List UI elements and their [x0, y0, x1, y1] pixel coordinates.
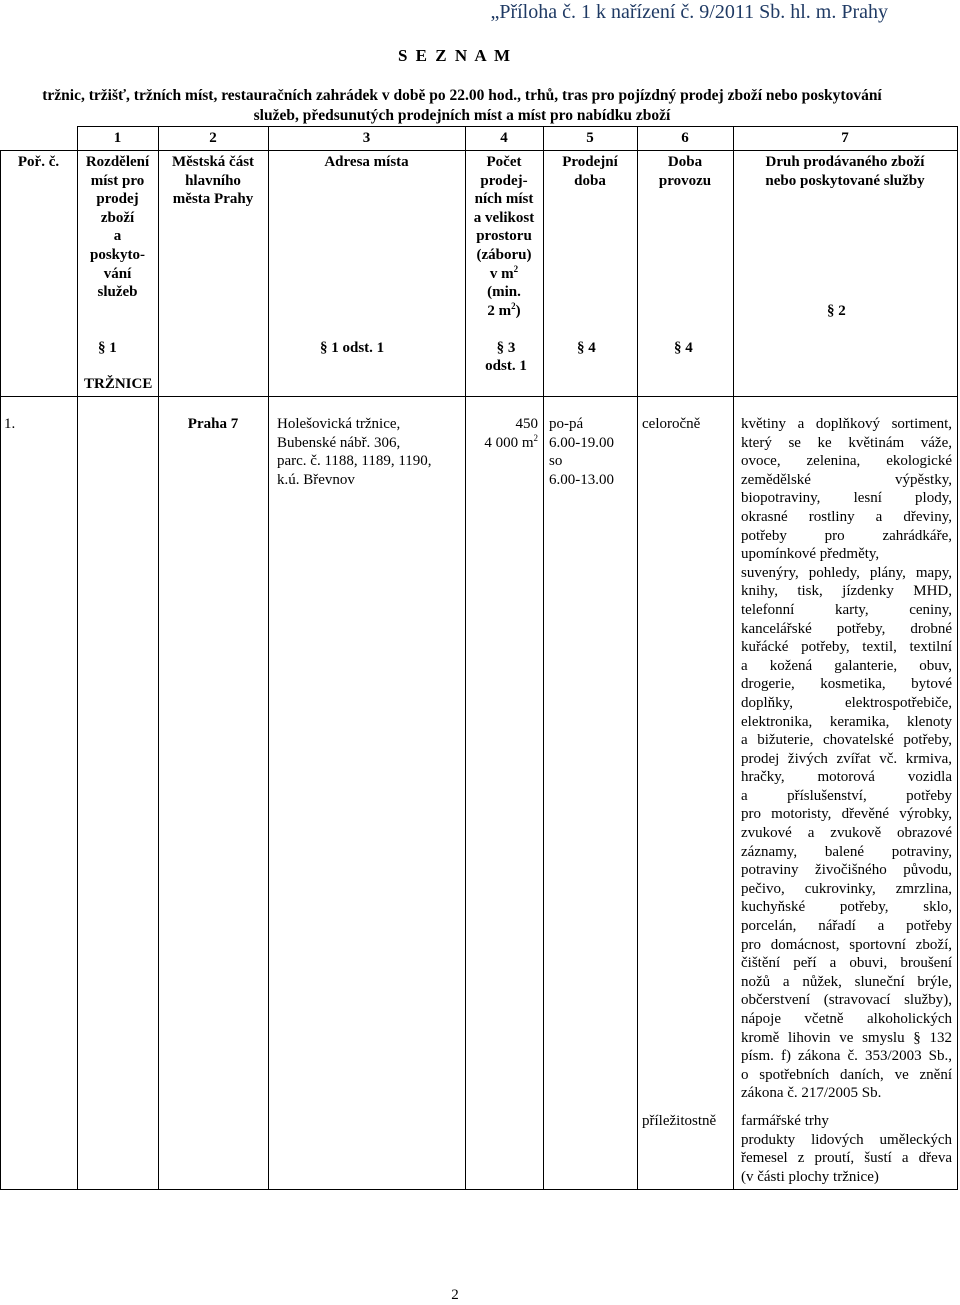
header-city-district: Městská část hlavního města Prahy: [171, 154, 255, 208]
legal-ref-col3: § 1 odst. 1: [320, 340, 385, 356]
attachment-reference: „Příloha č. 1 k nařízení č. 9/2011 Sb. hl. m. Prahy: [490, 1, 888, 23]
col-divider-1: [158, 126, 159, 1190]
column-number-divider: [0, 150, 957, 151]
page-number: 2: [451, 1287, 459, 1303]
legal-ref-col5: § 4: [577, 340, 596, 356]
legal-ref-col4: § 3 odst. 1: [485, 340, 527, 374]
header-sales-hours: Prodejní doba: [562, 154, 618, 189]
header-order-number: Poř. č.: [17, 154, 60, 170]
row-order-number: 1.: [4, 416, 16, 432]
row-goods-list-yearround: květiny a doplňkový sortiment, který se ke květinám váže, ovoce, zelenina, ekologické zemědělské výpěstky, biopotraviny, lesní plody, okrasné rostliny a dřeviny, potřeby pro zahrádkáře, upomínkové předměty, suvenýry, pohledy, plány, mapy, knihy, tisk, jízdenky MHD, telefonní karty, ceniny, kancelářské potřeby, drobné kuřácké potřeby, textil, textilní a kožená galanterie, obuv, drogerie, kosmetika, bytové doplňky, elektrospotřebiče, elektronika, keramika, klenoty a bižuterie, chovatelské potřeby, prodej živých zvířat vč. krmiva, hračky, motorová vozidla a příslušenství, potřeby pro motoristy, dřevěné výrobky, zvukové a zvukově obrazové záznamy, balené potraviny, potraviny živočišného původu, pečivo, cukrovinky, zmrzlina, kuchyňské potřeby, sklo, porcelán, nářadí a potřeby pro domácnost, sportovní zboží, čištění peří a obuvi, broušení nožů a nůžek, sluneční brýle, občerstvení (stravovací služby), nápoje včetně alkoholických kromě lihovin ve smyslu § 132 písm. f) zákona č. 353/2003 Sb., o spotřebních daních, ve znění zákona č. 217/2005 Sb.: [741, 416, 952, 1102]
column-number-3: 3: [362, 130, 371, 146]
document-subtitle: [18, 86, 906, 126]
col-divider-2: [268, 126, 269, 1190]
column-number-1: 1: [113, 130, 122, 146]
column-number-5: 5: [586, 130, 594, 146]
row-address: Holešovická tržnice, Bubenské nábř. 306, parc. č. 1188, 1189, 1190, k.ú. Břevnov: [277, 416, 432, 488]
row-goods-list-occasional: farmářské trhy produkty lidových uměleckých řemesel z proutí, šustí a dřeva (v části plochy tržnice): [741, 1113, 952, 1185]
table-bottom-border: [0, 1189, 957, 1190]
column-number-7: 7: [841, 130, 849, 146]
header-count-size: Počet prodej- ních míst a velikost prostoru (záboru) v $m^2$ (min. 2 $m^2$): [473, 154, 535, 319]
row-count-size: 450 4 000 $m^2$: [484, 416, 538, 451]
legal-ref-col1: § 1: [98, 340, 117, 356]
header-address: Adresa místa: [324, 154, 409, 170]
row-operating-period-occasional: příležitostně: [642, 1113, 717, 1129]
col-divider-4: [543, 126, 544, 1190]
legal-ref-col7: § 2: [827, 303, 846, 319]
table-top-border: [77, 126, 957, 127]
header-divider: [0, 396, 957, 397]
section-label-trznice: TRŽNICE: [84, 376, 153, 392]
column-number-4: 4: [500, 130, 508, 146]
header-operating-period: Doba provozu: [658, 154, 712, 189]
subtitle-line-2: služeb, předsunutých prodejních míst a míst pro nabídku zboží: [253, 107, 671, 124]
column-number-2: 2: [209, 130, 217, 146]
row-sales-hours: po-pá 6.00-19.00 so 6.00-13.00: [549, 416, 614, 488]
legal-ref-col6: § 4: [674, 340, 693, 356]
row-operating-period-yearround: celoročně: [642, 416, 701, 432]
column-number-6: 6: [681, 130, 689, 146]
col-divider-6: [733, 126, 734, 1190]
col-divider-5: [637, 126, 638, 1190]
header-division: Rozdělení míst pro prodej zboží a poskyto- vání služeb: [85, 154, 150, 301]
subtitle-line-1: tržnic, tržišť, tržních míst, restauračních zahrádek v době po 22.00 hod., trhů, tras pro pojízdný prodej zboží nebo poskytování: [42, 87, 882, 104]
table-left-border: [0, 150, 1, 1190]
document-title: S E Z N A M: [397, 46, 513, 65]
table-right-border: [957, 126, 958, 1190]
header-goods-type: Druh prodávaného zboží nebo poskytované služby: [765, 154, 925, 189]
row-city-district: Praha 7: [187, 416, 239, 432]
